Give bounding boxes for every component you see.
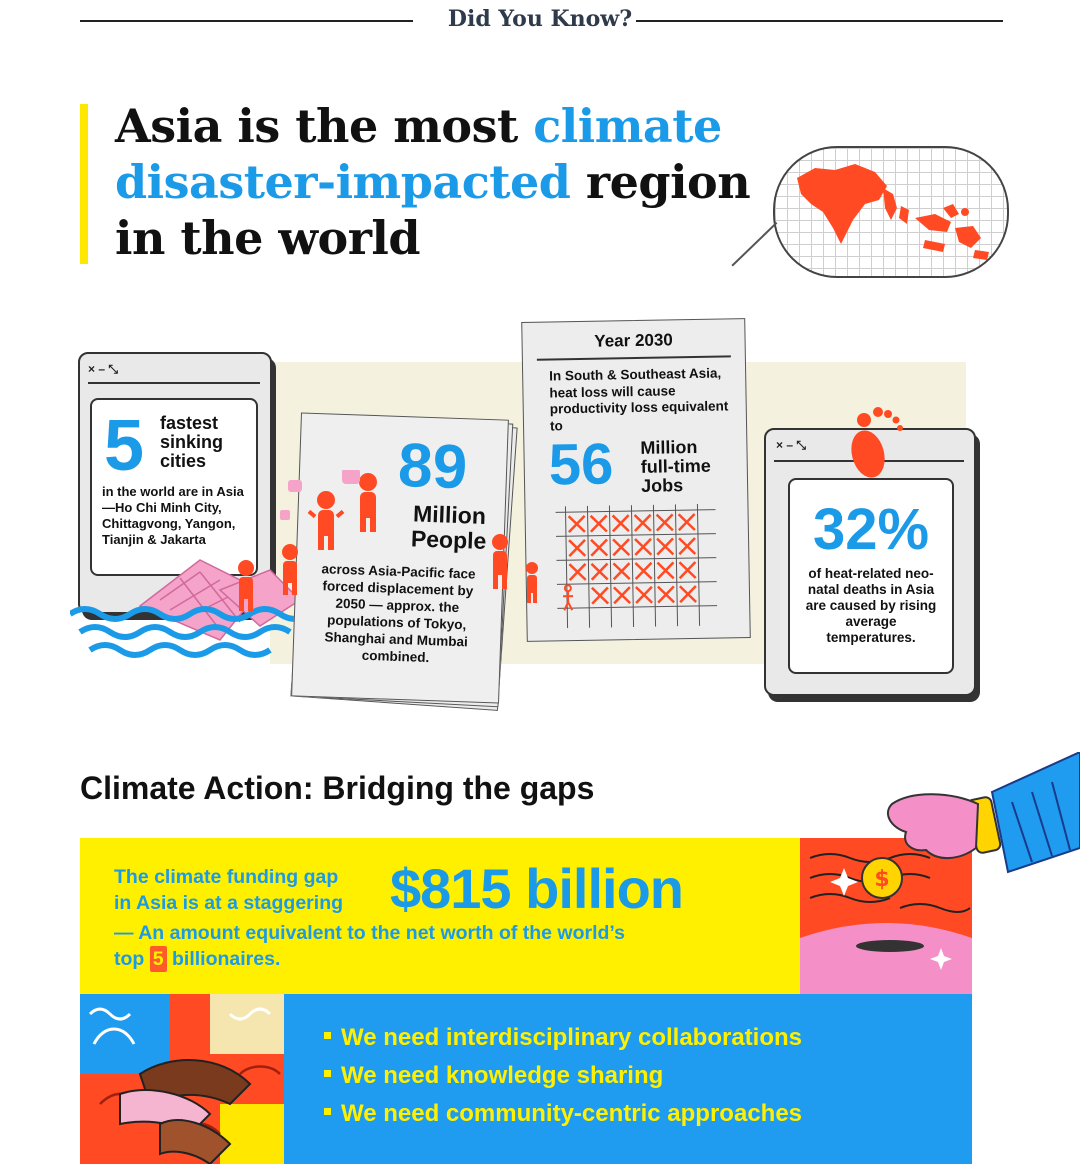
need-item-3 — [324, 1100, 802, 1128]
footprint-icon — [838, 398, 908, 490]
climate-action-title: Climate Action: Bridging the gaps — [80, 770, 595, 806]
funding-line4-post: billionaires. — [166, 948, 281, 970]
headline — [115, 98, 775, 266]
funding-comparison — [114, 920, 625, 972]
jobs-grid-icon — [555, 504, 717, 629]
displacement-title-line1: Million — [412, 500, 487, 529]
funding-intro — [114, 864, 343, 916]
funding-line4 — [114, 946, 625, 972]
bullet-square-icon — [324, 1032, 331, 1039]
jobs-divider — [537, 355, 731, 360]
displacement-number: 89 — [397, 430, 469, 503]
headline-accent-bar — [80, 104, 88, 264]
need-item-2-text: We need knowledge sharing — [341, 1062, 664, 1089]
funding-line1: The climate funding gap — [114, 866, 339, 888]
headline-part2: region — [570, 155, 751, 209]
window-divider — [88, 382, 260, 384]
headline-part3: in the world — [115, 211, 421, 265]
headline-part1: Asia is the most — [115, 99, 534, 153]
need-item-1 — [324, 1024, 802, 1052]
sinking-title — [160, 414, 223, 471]
need-item-2 — [324, 1062, 663, 1090]
map-shapes — [775, 148, 1007, 276]
heat-panel — [788, 478, 954, 674]
svg-text:$: $ — [874, 867, 890, 892]
asia-map-icon — [773, 146, 1009, 278]
jobs-title-line2: full-time — [640, 455, 711, 477]
heat-number: 32% — [812, 497, 930, 562]
funding-gap-panel — [80, 838, 800, 994]
people-icon — [228, 470, 558, 620]
displacement-body: across Asia-Pacific face forced displacement by 2050 — approx. the populations of Tokyo, Shanghai and Mumbai combined. — [321, 561, 476, 666]
funding-line2: in Asia is at a staggering — [114, 892, 344, 914]
sinking-number: 5 — [104, 406, 145, 486]
headline-highlight2: disaster-impacted — [115, 155, 571, 209]
sinking-title-line1: fastest — [160, 413, 219, 433]
sinking-body: in the world are in Asia—Ho Chi Minh City, Chittagvong, Yangon, Tianjin & Jakarta — [102, 484, 244, 547]
bullet-square-icon — [324, 1070, 331, 1077]
jobs-year: Year 2030 — [594, 330, 673, 351]
headline-highlight1: climate — [533, 99, 722, 153]
sinking-title-line3: cities — [160, 451, 207, 471]
jobs-body: In South & Southeast Asia, heat loss will cause productivity loss equivalent to — [549, 365, 729, 433]
displacement-title-line2: People — [410, 525, 487, 554]
top-five-badge: 5 — [150, 946, 167, 972]
jobs-title-line3: Jobs — [640, 475, 684, 496]
window-controls: × – ⤡ — [776, 438, 806, 452]
hands-panel — [80, 994, 284, 1164]
sinking-title-line2: sinking — [160, 432, 224, 452]
hands-illustration — [80, 994, 284, 1164]
heat-body: of heat-related neo-natal deaths in Asia are caused by rising average temperatures. — [805, 566, 937, 645]
jobs-title-line1: Million — [640, 436, 698, 458]
needs-panel — [284, 994, 972, 1164]
funding-line3: — An amount equivalent to the net worth of the world’s — [114, 922, 625, 944]
funding-line4-pre: top — [114, 948, 150, 970]
jobs-title — [640, 438, 711, 496]
hand-icon — [862, 752, 1080, 888]
did-you-know-label: Did You Know? — [447, 6, 633, 32]
window-controls: × – ⤡ — [88, 362, 118, 376]
need-item-1-text: We need interdisciplinary collaborations — [341, 1024, 803, 1051]
funding-amount: $815 billion — [390, 857, 683, 920]
jobs-number: 56 — [548, 431, 614, 498]
need-item-3-text: We need community-centric approaches — [341, 1100, 803, 1127]
bullet-square-icon — [324, 1108, 331, 1115]
